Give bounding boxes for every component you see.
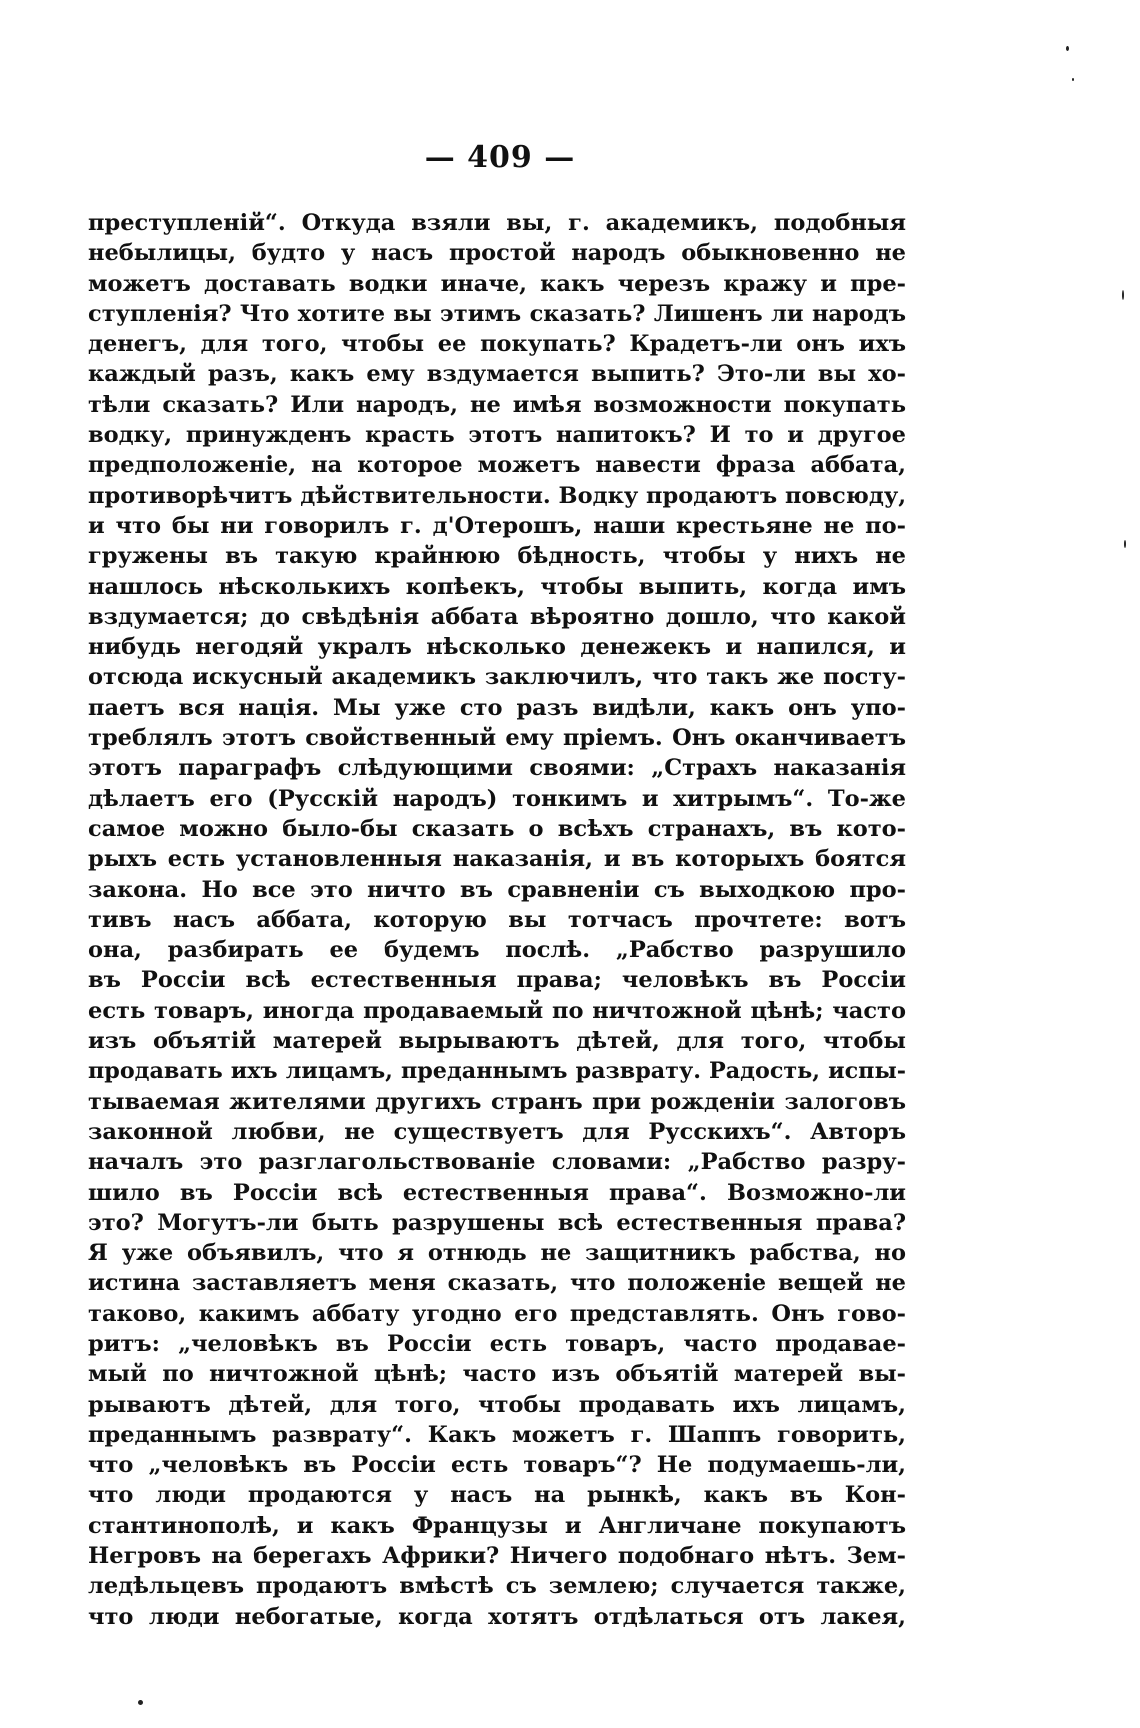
text-line: преданнымъ разврату“. Какъ можетъ г. Шаппъ говорить, xyxy=(88,1421,906,1448)
text-line: тивъ насъ аббата, которую вы тотчасъ прочтете: вотъ xyxy=(88,906,906,933)
text-line: и что бы ни говорилъ г. д'Отерошъ, наши крестьяне не по- xyxy=(88,512,906,539)
text-line: Негровъ на берегахъ Африки? Ничего подобнаго нѣтъ. Зем- xyxy=(88,1543,906,1570)
text-line: каждый разъ, какъ ему вздумается выпить? Это-ли вы хо- xyxy=(88,361,906,388)
text-line: вздумается; до свѣдѣнія аббата вѣроятно дошло, что какой xyxy=(88,603,906,630)
print-speck xyxy=(138,1700,143,1705)
text-line: что люди продаются у насъ на рынкѣ, какъ въ Кон- xyxy=(88,1482,906,1509)
print-speck xyxy=(1124,540,1126,548)
text-line: шило въ Россіи всѣ естественныя права“. Возможно-ли xyxy=(88,1179,906,1206)
text-line: въ Россіи всѣ естественныя права; человѣкъ въ Россіи xyxy=(88,967,906,994)
text-line: этотъ параграфъ слѣдующими своями: „Страхъ наказанія xyxy=(88,755,906,782)
text-line: нашлось нѣсколькихъ копѣекъ, чтобы выпить, когда имъ xyxy=(88,573,906,600)
text-line: треблялъ этотъ свойственный ему пріемъ. Онъ оканчиваетъ xyxy=(88,725,906,752)
text-line: тѣли сказать? Или народъ, не имѣя возможности покупать xyxy=(88,391,906,418)
text-line: ступленія? Что хотите вы этимъ сказать? Лишенъ ли народъ xyxy=(88,300,906,327)
text-line: законной любви, не существуетъ для Русскихъ“. Авторъ xyxy=(88,1118,906,1145)
text-line: денегъ, для того, чтобы ее покупать? Крадетъ-ли онъ ихъ xyxy=(88,331,906,358)
text-line: самое можно было-бы сказать о всѣхъ странахъ, въ кото- xyxy=(88,815,906,842)
text-line: предположеніе, на которое можетъ навести фраза аббата, xyxy=(88,452,906,479)
text-line: истина заставляетъ меня сказать, что положеніе вещей не xyxy=(88,1270,906,1297)
text-line: это? Могутъ-ли быть разрушены всѣ естественныя права? xyxy=(88,1209,906,1236)
page-number: — 409 — xyxy=(424,140,576,175)
text-line: что люди небогатые, когда хотятъ отдѣлаться отъ лакея, xyxy=(88,1603,906,1630)
text-line: рываютъ дѣтей, для того, чтобы продавать ихъ лицамъ, xyxy=(88,1391,906,1418)
text-line: ритъ: „человѣкъ въ Россіи есть товаръ, часто продавае- xyxy=(88,1330,906,1357)
text-line: нибудь негодяй укралъ нѣсколько денежекъ и напился, и xyxy=(88,634,906,661)
text-line: водку, принужденъ красть этотъ напитокъ? И то и другое xyxy=(88,422,906,449)
text-line: Я уже объявилъ, что я отнюдь не защитникъ рабства, но xyxy=(88,1240,906,1267)
text-line: противорѣчитъ дѣйствительности. Водку продаютъ повсюду, xyxy=(88,482,907,509)
text-line: небылицы, будто у насъ простой народъ обыкновенно не xyxy=(88,240,906,267)
text-line: мый по ничтожной цѣнѣ; часто изъ объятій матерей вы- xyxy=(88,1361,906,1388)
text-line: таково, какимъ аббату угодно его представлять. Онъ гово- xyxy=(88,1300,906,1327)
print-speck xyxy=(1072,78,1074,81)
text-line: ледѣльцевъ продаютъ вмѣстѣ съ землею; случается также, xyxy=(88,1573,906,1600)
text-line: стантинополѣ, и какъ Французы и Англичане покупаютъ xyxy=(88,1512,906,1539)
text-line: паетъ вся нація. Мы уже сто разъ видѣли, какъ онъ упо- xyxy=(88,694,906,721)
text-line: продавать ихъ лицамъ, преданнымъ разврату. Радость, испы- xyxy=(88,1058,906,1085)
text-line: началъ это разглагольствованіе словами: „Рабство разру- xyxy=(88,1149,906,1176)
print-speck xyxy=(1122,290,1124,300)
text-line: закона. Но все это ничто въ сравненіи съ выходкою про- xyxy=(88,876,906,903)
text-line: преступленій“. Откуда взяли вы, г. академикъ, подобныя xyxy=(88,210,906,236)
body-text xyxy=(88,208,906,1632)
text-line: есть товаръ, иногда продаваемый по ничтожной цѣнѣ; часто xyxy=(88,997,906,1024)
text-line: что „человѣкъ въ Россіи есть товаръ“? Не подумаешь-ли, xyxy=(88,1452,906,1479)
text-line: она, разбирать ее будемъ послѣ. „Рабство разрушило xyxy=(88,937,906,964)
text-line: гружены въ такую крайнюю бѣдность, чтобы у нихъ не xyxy=(88,543,906,570)
print-speck xyxy=(1066,46,1069,51)
text-line: дѣлаетъ его (Русскій народъ) тонкимъ и хитрымъ“. То-же xyxy=(88,785,906,812)
text-line: отсюда искусный академикъ заключилъ, что такъ же посту- xyxy=(88,664,906,691)
text-line: изъ объятій матерей вырываютъ дѣтей, для того, чтобы xyxy=(88,1028,906,1055)
text-line: рыхъ есть установленныя наказанія, и въ которыхъ боятся xyxy=(88,846,906,873)
text-line: тываемая жителями другихъ странъ при рожденіи залоговъ xyxy=(88,1088,906,1115)
text-line: можетъ доставать водки иначе, какъ черезъ кражу и пре- xyxy=(88,270,906,297)
